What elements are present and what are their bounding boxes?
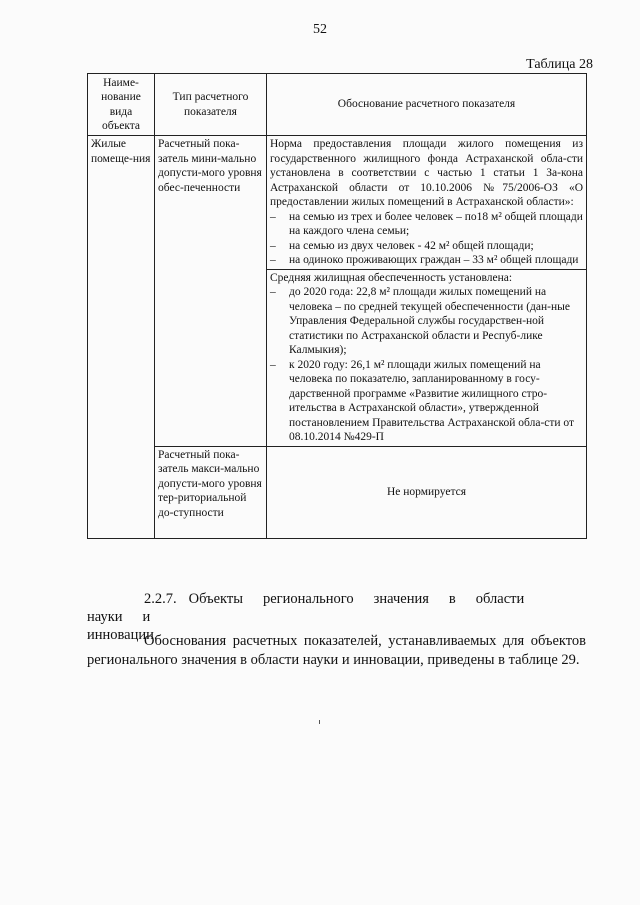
section-word: значения — [373, 591, 429, 607]
table-caption: Таблица 28 — [526, 57, 593, 72]
section-word: регионального — [262, 591, 354, 607]
dash-bullet: – — [270, 286, 276, 298]
scan-speck — [319, 720, 320, 724]
body-paragraph: Обоснования расчетных показателей, устанавливаемых для объектов регионального значения в области науки и инновации, приведены в таблице 29. — [87, 633, 586, 668]
page-number: 52 — [313, 22, 327, 37]
norm-item-text: на семью из трех и более человек – по18 м² общей площади на каждого члена семьи; — [289, 210, 583, 237]
header-indicator-type: Тип расчетного показателя — [155, 74, 267, 136]
norm-list — [270, 210, 583, 268]
norm-item-text: на семью из двух человек - 42 м² общей площади; — [289, 239, 534, 252]
indicator-type-max-accessibility: Расчетный пока-затель макси-мально допусти-мого уровня тер-риториальной до-ступности — [155, 446, 267, 538]
indicator-type-min-provision: Расчетный пока-затель мини-мально допусти-мого уровня обес-печенности — [155, 136, 267, 447]
average-item-text: до 2020 года: 22,8 м² площади жилых помещений на человека – по средней текущей обеспеченности (дан-ные Управления Федеральной службы государствен-ной статистики по Астраханской области и Респуб-лике Калмыкия); — [289, 286, 570, 356]
table-row — [88, 446, 587, 538]
section-word: науки — [87, 609, 123, 625]
dash-bullet: – — [270, 254, 276, 266]
header-object-name: Наиме-нование вида объекта — [88, 74, 155, 136]
section-number: 2.2.7. — [144, 591, 177, 607]
average-provision-cell — [267, 269, 587, 446]
section-word: области — [475, 591, 525, 607]
section-word: и — [142, 609, 151, 625]
average-list — [270, 285, 583, 445]
table-header-row — [88, 74, 587, 136]
section-word: Объекты — [188, 591, 243, 607]
list-item — [270, 285, 583, 358]
table-row — [88, 136, 587, 270]
dash-bullet: – — [270, 210, 276, 223]
table-28 — [87, 73, 587, 539]
average-intro: Средняя жилищная обеспеченность установлена: — [270, 271, 513, 284]
list-item — [270, 239, 583, 254]
list-item — [270, 253, 583, 268]
average-item-text: к 2020 году: 26,1 м² площади жилых помещений на человека по показателю, запланированному в госу-дарственной программе «Развитие жилищного стро-ительства в Астраханской области», утвержденной постановлением Правительства Астраханской обла-сти от 08.10.2014 №429-П — [289, 358, 575, 443]
list-item — [270, 210, 583, 239]
section-continuation: инновации. — [87, 627, 158, 643]
not-regulated-cell: Не нормируется — [267, 446, 587, 538]
norm-item-text: на одиноко проживающих граждан – 33 м² общей площади — [289, 254, 579, 266]
dash-bullet: – — [270, 239, 276, 252]
header-justification: Обоснование расчетного показателя — [267, 74, 587, 136]
section-word: в — [448, 591, 456, 607]
norm-intro: Норма предоставления площади жилого помещения из государственного жилищного фонда Астраханской обла-сти установлена в соответствии с частью 1 статьи 1 За-кона Астраханской области от 10.10.2006 №75/2006-ОЗ «О предоставлении жилых помещений в Астраханской области»: — [270, 138, 583, 208]
norm-cell — [267, 136, 587, 270]
dash-bullet: – — [270, 358, 276, 371]
object-type-cell: Жилые помеще-ния — [88, 136, 155, 539]
list-item — [270, 358, 583, 445]
